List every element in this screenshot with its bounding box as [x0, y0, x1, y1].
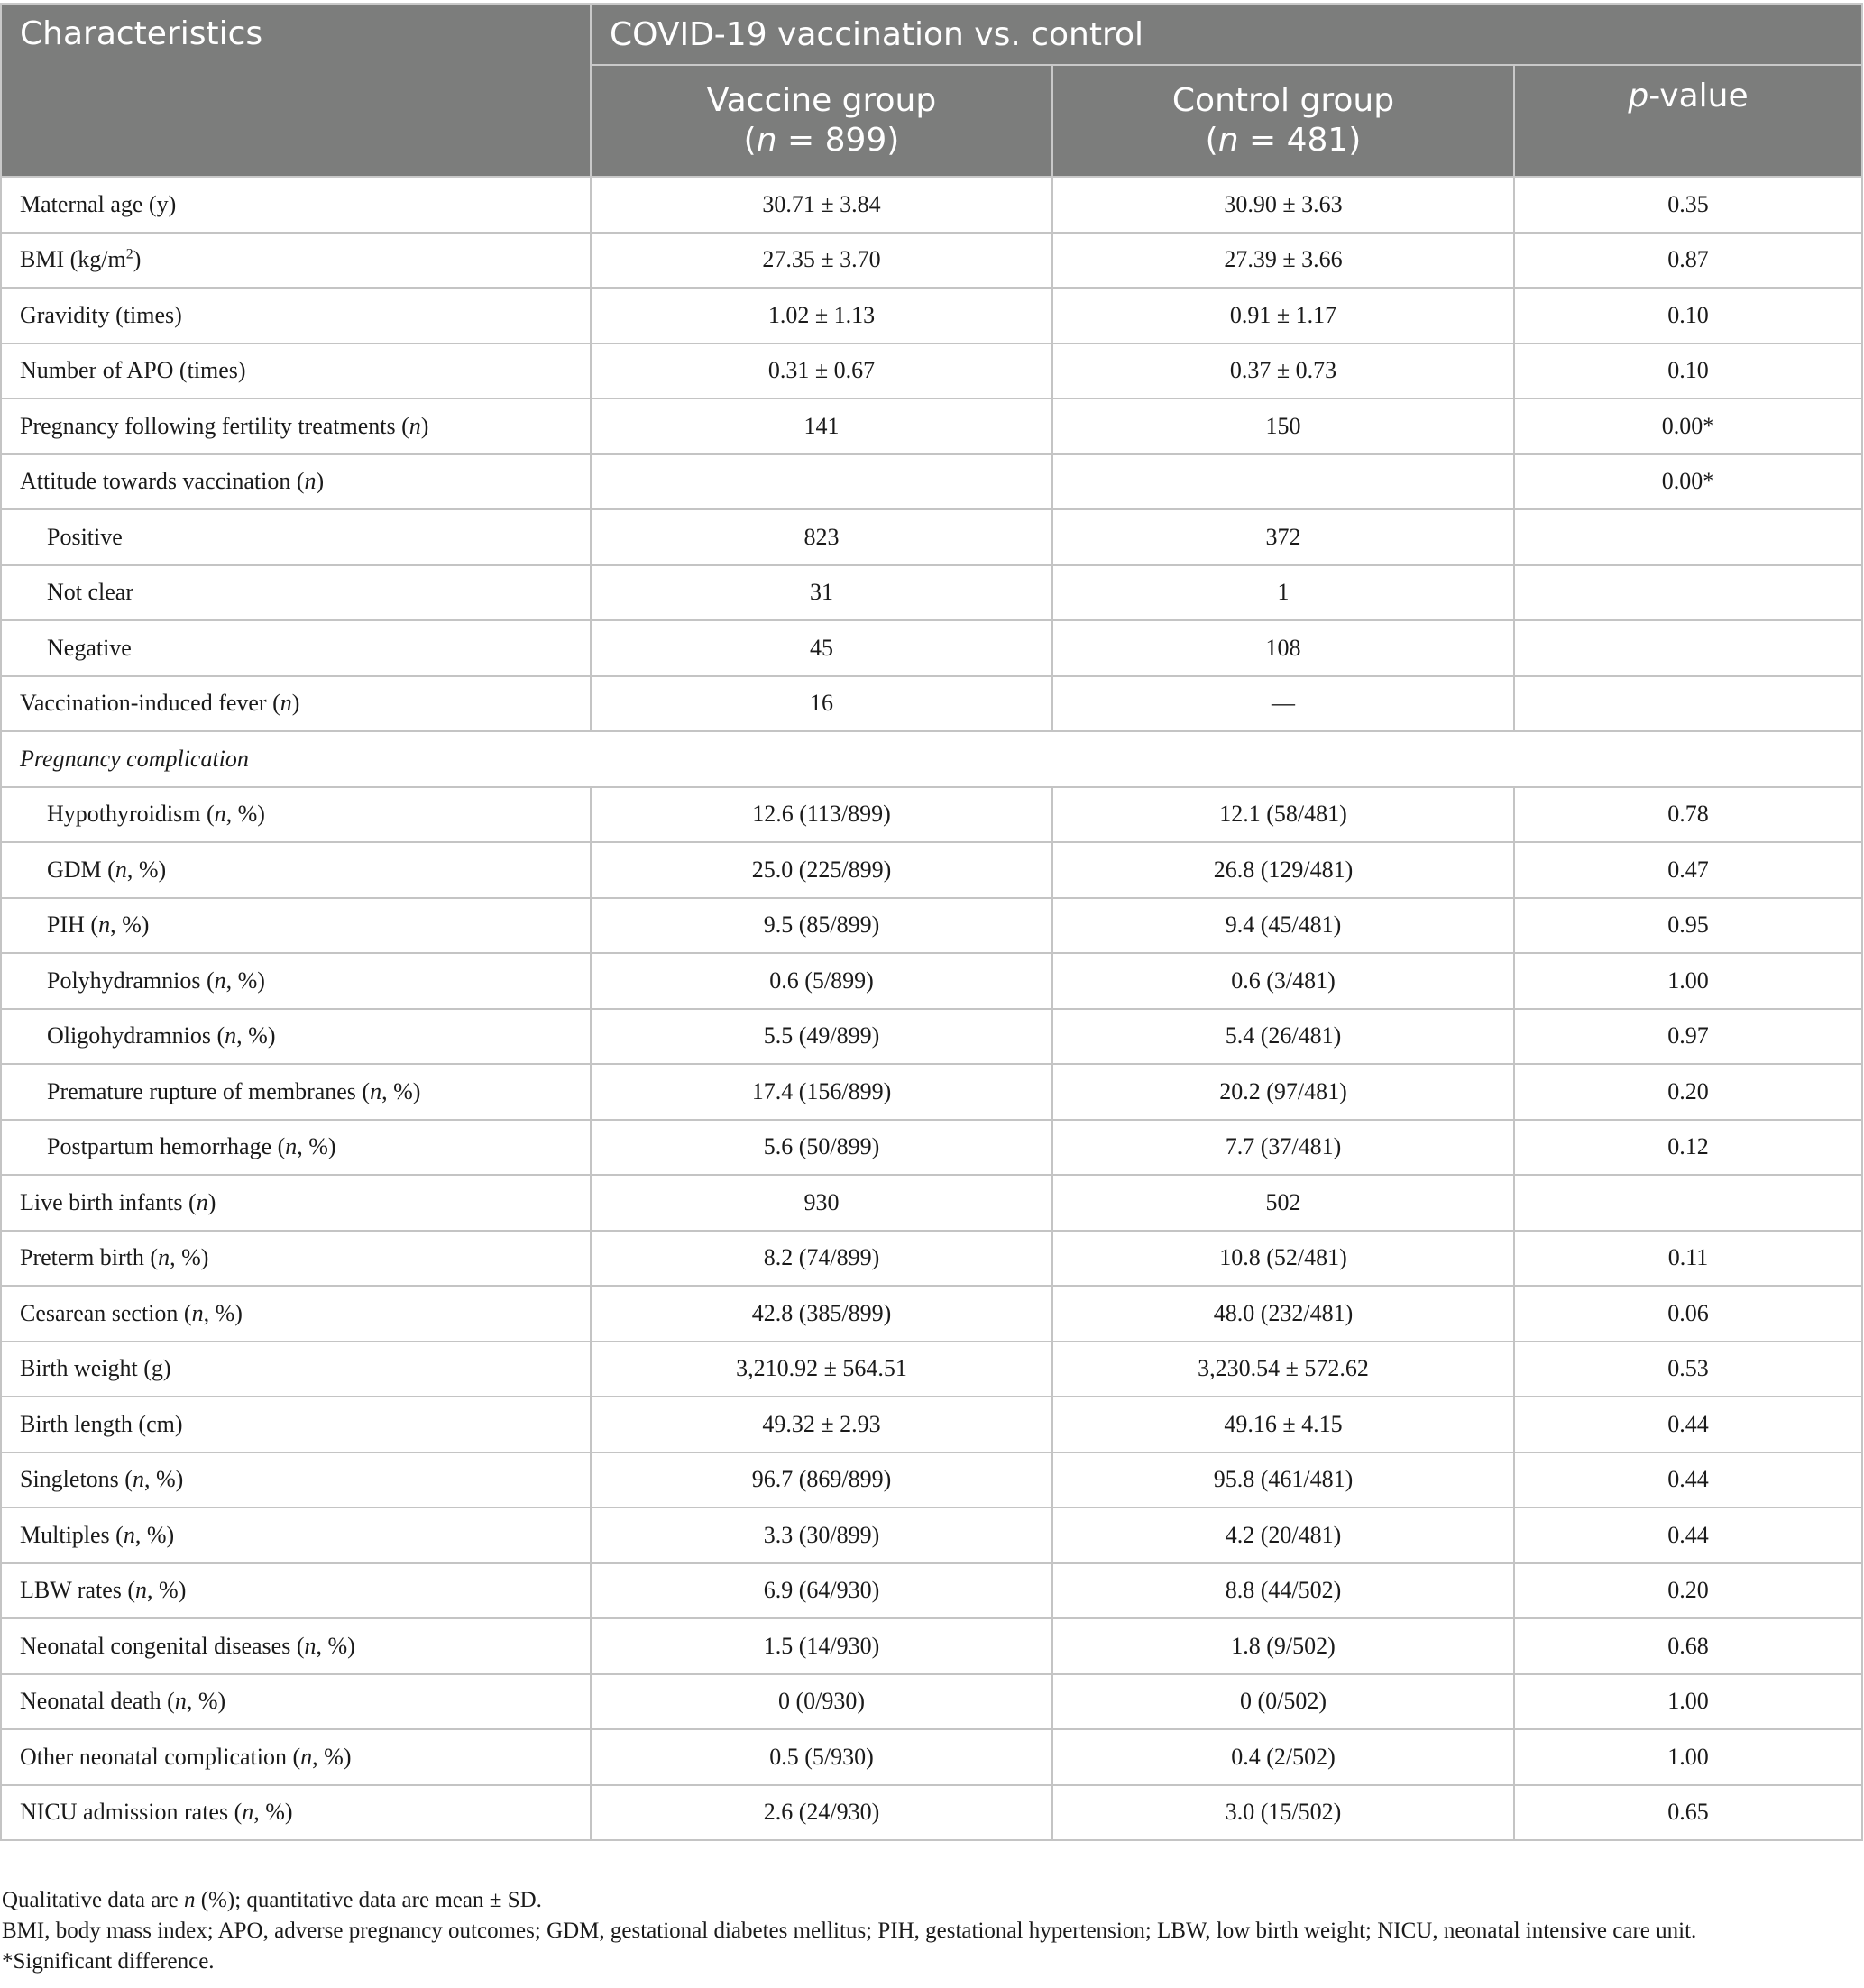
table-row [1, 1286, 1862, 1342]
vaccine-value: 930 [591, 1175, 1052, 1231]
table-row [1, 399, 1862, 454]
control-value: 49.16 ± 4.15 [1052, 1397, 1514, 1452]
row-label: Birth length (cm) [1, 1397, 591, 1452]
p-value: 0.97 [1514, 1009, 1862, 1065]
p-value [1514, 509, 1862, 565]
vaccine-value: 5.6 (50/899) [591, 1120, 1052, 1176]
vaccine-value: 30.71 ± 3.84 [591, 177, 1052, 233]
p-value [1514, 676, 1862, 732]
p-value: 0.47 [1514, 842, 1862, 898]
row-label: Cesarean section (n, %) [1, 1286, 591, 1342]
vaccine-value: 3,210.92 ± 564.51 [591, 1342, 1052, 1397]
p-value: 0.11 [1514, 1231, 1862, 1287]
table-row [1, 787, 1862, 843]
section-label: Pregnancy complication [1, 731, 1862, 787]
control-value: 372 [1052, 509, 1514, 565]
row-label: Premature rupture of membranes (n, %) [1, 1064, 591, 1120]
p-value: 0.10 [1514, 288, 1862, 344]
vaccine-value: 1.5 (14/930) [591, 1618, 1052, 1674]
footnote-abbreviations: BMI, body mass index; APO, adverse pregnancy outcomes; GDM, gestational diabetes mellitus; PIH, gestational hypertension; LBW, low birth weight; NICU, neonatal intensive care unit. [2, 1919, 1697, 1943]
header-characteristics: Characteristics [1, 4, 591, 177]
control-value: 0 (0/502) [1052, 1674, 1514, 1730]
row-label: Neonatal death (n, %) [1, 1674, 591, 1730]
vaccine-value: 9.5 (85/899) [591, 898, 1052, 954]
table-row [1, 1342, 1862, 1397]
p-value [1514, 620, 1862, 676]
control-value [1052, 454, 1514, 510]
table-row [1, 1785, 1862, 1841]
table-row [1, 177, 1862, 233]
row-label: Not clear [1, 565, 591, 621]
p-value: 0.44 [1514, 1452, 1862, 1508]
row-label: LBW rates (n, %) [1, 1563, 591, 1619]
row-label: Preterm birth (n, %) [1, 1231, 591, 1287]
table-row [1, 676, 1862, 732]
p-value: 0.06 [1514, 1286, 1862, 1342]
table-row [1, 1009, 1862, 1065]
table-row [1, 1674, 1862, 1730]
p-value: 1.00 [1514, 1674, 1862, 1730]
table-row [1, 454, 1862, 510]
p-value: 0.44 [1514, 1507, 1862, 1563]
control-value: 0.4 (2/502) [1052, 1729, 1514, 1785]
p-value: 0.20 [1514, 1563, 1862, 1619]
row-label: NICU admission rates (n, %) [1, 1785, 591, 1841]
table-row [1, 1729, 1862, 1785]
table-row [1, 1397, 1862, 1452]
row-label: Neonatal congenital diseases (n, %) [1, 1618, 591, 1674]
footnote-data-format: Qualitative data are n (%); quantitative data are mean ± SD. [2, 1888, 542, 1912]
vaccine-value [591, 454, 1052, 510]
vaccine-value: 45 [591, 620, 1052, 676]
table-row [1, 1175, 1862, 1231]
row-label: Vaccination-induced fever (n) [1, 676, 591, 732]
vaccine-value: 0 (0/930) [591, 1674, 1052, 1730]
row-label: GDM (n, %) [1, 842, 591, 898]
p-value [1514, 1175, 1862, 1231]
p-value: 0.12 [1514, 1120, 1862, 1176]
control-value: 9.4 (45/481) [1052, 898, 1514, 954]
p-value: 0.35 [1514, 177, 1862, 233]
p-value: 1.00 [1514, 953, 1862, 1009]
vaccine-value: 6.9 (64/930) [591, 1563, 1052, 1619]
control-value: 0.6 (3/481) [1052, 953, 1514, 1009]
p-value: 0.78 [1514, 787, 1862, 843]
control-value: 8.8 (44/502) [1052, 1563, 1514, 1619]
vaccine-value: 17.4 (156/899) [591, 1064, 1052, 1120]
control-value: 4.2 (20/481) [1052, 1507, 1514, 1563]
control-value: 1 [1052, 565, 1514, 621]
header-comparison: COVID-19 vaccination vs. control [591, 4, 1862, 65]
vaccine-value: 1.02 ± 1.13 [591, 288, 1052, 344]
table-row [1, 1452, 1862, 1508]
table-footnotes [2, 1885, 1696, 1977]
table-row [1, 1064, 1862, 1120]
p-value: 0.87 [1514, 233, 1862, 289]
p-value: 0.10 [1514, 344, 1862, 399]
row-label: Oligohydramnios (n, %) [1, 1009, 591, 1065]
comparison-table [0, 3, 1863, 1841]
vaccine-value: 0.5 (5/930) [591, 1729, 1052, 1785]
vaccine-value: 96.7 (869/899) [591, 1452, 1052, 1508]
control-value: 1.8 (9/502) [1052, 1618, 1514, 1674]
vaccine-value: 27.35 ± 3.70 [591, 233, 1052, 289]
header-p-value: p-value [1514, 65, 1862, 177]
control-value: 5.4 (26/481) [1052, 1009, 1514, 1065]
table-row [1, 842, 1862, 898]
table-row [1, 565, 1862, 621]
control-value: 3,230.54 ± 572.62 [1052, 1342, 1514, 1397]
header-control-group: Control group (n = 481) [1052, 65, 1514, 177]
table-row [1, 288, 1862, 344]
control-value: 27.39 ± 3.66 [1052, 233, 1514, 289]
vaccine-value: 2.6 (24/930) [591, 1785, 1052, 1841]
p-value: 0.95 [1514, 898, 1862, 954]
vaccine-value: 141 [591, 399, 1052, 454]
row-label: Hypothyroidism (n, %) [1, 787, 591, 843]
control-value: 7.7 (37/481) [1052, 1120, 1514, 1176]
p-value: 0.00* [1514, 399, 1862, 454]
row-label: PIH (n, %) [1, 898, 591, 954]
row-label: Gravidity (times) [1, 288, 591, 344]
vaccine-value: 16 [591, 676, 1052, 732]
row-label: Attitude towards vaccination (n) [1, 454, 591, 510]
p-value [1514, 565, 1862, 621]
table-row [1, 953, 1862, 1009]
table-row [1, 1231, 1862, 1287]
control-value: 0.91 ± 1.17 [1052, 288, 1514, 344]
vaccine-value: 12.6 (113/899) [591, 787, 1052, 843]
table-row [1, 1120, 1862, 1176]
row-label: Positive [1, 509, 591, 565]
row-label: Polyhydramnios (n, %) [1, 953, 591, 1009]
control-value: 95.8 (461/481) [1052, 1452, 1514, 1508]
p-value: 0.20 [1514, 1064, 1862, 1120]
header-vaccine-group: Vaccine group (n = 899) [591, 65, 1052, 177]
table-row [1, 731, 1862, 787]
vaccine-value: 31 [591, 565, 1052, 621]
control-value: 0.37 ± 0.73 [1052, 344, 1514, 399]
row-label: Live birth infants (n) [1, 1175, 591, 1231]
p-value: 0.00* [1514, 454, 1862, 510]
vaccine-value: 0.31 ± 0.67 [591, 344, 1052, 399]
row-label: Other neonatal complication (n, %) [1, 1729, 591, 1785]
control-value: 30.90 ± 3.63 [1052, 177, 1514, 233]
table-row [1, 233, 1862, 289]
table-row [1, 1507, 1862, 1563]
p-value: 0.65 [1514, 1785, 1862, 1841]
vaccine-value: 8.2 (74/899) [591, 1231, 1052, 1287]
table-row [1, 509, 1862, 565]
footnote-significance: *Significant difference. [2, 1949, 215, 1974]
table-body [1, 177, 1862, 1840]
vaccine-value: 25.0 (225/899) [591, 842, 1052, 898]
table-row [1, 898, 1862, 954]
vaccine-value: 5.5 (49/899) [591, 1009, 1052, 1065]
table-row [1, 1563, 1862, 1619]
p-value: 1.00 [1514, 1729, 1862, 1785]
p-value: 0.68 [1514, 1618, 1862, 1674]
row-label: Singletons (n, %) [1, 1452, 591, 1508]
row-label: Multiples (n, %) [1, 1507, 591, 1563]
row-label: Pregnancy following fertility treatments (n) [1, 399, 591, 454]
control-value: 150 [1052, 399, 1514, 454]
row-label: Negative [1, 620, 591, 676]
control-value: 12.1 (58/481) [1052, 787, 1514, 843]
row-label: Maternal age (y) [1, 177, 591, 233]
p-value: 0.53 [1514, 1342, 1862, 1397]
control-value: 3.0 (15/502) [1052, 1785, 1514, 1841]
control-value: 10.8 (52/481) [1052, 1231, 1514, 1287]
control-value: 48.0 (232/481) [1052, 1286, 1514, 1342]
control-value: — [1052, 676, 1514, 732]
row-label: Birth weight (g) [1, 1342, 591, 1397]
table-row [1, 1618, 1862, 1674]
p-value: 0.44 [1514, 1397, 1862, 1452]
vaccine-value: 0.6 (5/899) [591, 953, 1052, 1009]
control-value: 26.8 (129/481) [1052, 842, 1514, 898]
vaccine-value: 49.32 ± 2.93 [591, 1397, 1052, 1452]
table-row [1, 620, 1862, 676]
control-value: 20.2 (97/481) [1052, 1064, 1514, 1120]
row-label: Postpartum hemorrhage (n, %) [1, 1120, 591, 1176]
table-row [1, 344, 1862, 399]
vaccine-value: 823 [591, 509, 1052, 565]
vaccine-value: 42.8 (385/899) [591, 1286, 1052, 1342]
control-value: 502 [1052, 1175, 1514, 1231]
row-label: BMI $(kg/m^2)$ [1, 233, 591, 289]
control-value: 108 [1052, 620, 1514, 676]
vaccine-value: 3.3 (30/899) [591, 1507, 1052, 1563]
table-header [1, 4, 1862, 177]
row-label: Number of APO (times) [1, 344, 591, 399]
